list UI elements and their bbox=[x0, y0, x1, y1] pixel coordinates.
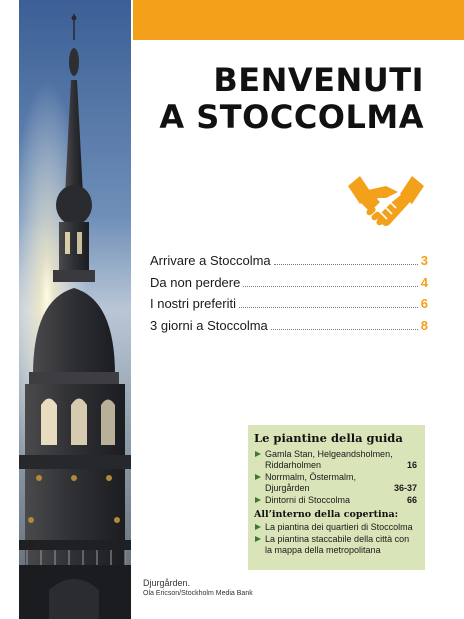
cover-map-item: La piantina staccabile della città con la mappa della metropolitana bbox=[254, 534, 417, 556]
map-item-line: Norrmalm, Östermalm, bbox=[265, 472, 357, 482]
cover-maps-title: All’interno della copertina: bbox=[254, 509, 399, 520]
toc-entry-label: I nostri preferiti bbox=[150, 296, 236, 311]
toc-entry-label: Arrivare a Stoccolma bbox=[150, 253, 271, 268]
toc-entry[interactable] bbox=[150, 275, 428, 297]
map-item-line: Dintorni di Stoccolma bbox=[265, 495, 351, 505]
title-line-1: BENVENUTI bbox=[213, 61, 424, 99]
title-line-2: A STOCCOLMA bbox=[159, 98, 424, 136]
toc-entry[interactable] bbox=[150, 318, 428, 340]
map-item-page: 16 bbox=[406, 460, 417, 470]
photo-caption bbox=[143, 578, 343, 599]
toc-entry-page: 4 bbox=[420, 274, 428, 290]
toc-entry-page: 8 bbox=[420, 317, 428, 333]
maps-title: Le piantine della guida bbox=[254, 431, 403, 445]
toc-entry[interactable] bbox=[150, 296, 428, 318]
top-accent-bar bbox=[133, 0, 464, 40]
map-item-line: Djurgården bbox=[265, 483, 310, 493]
toc-entry-label: Da non perdere bbox=[150, 274, 241, 290]
map-list-item[interactable] bbox=[254, 449, 417, 471]
map-item-page: 66 bbox=[406, 495, 417, 505]
caption-title: Djurgården. bbox=[143, 578, 191, 588]
toc-dot-leader bbox=[274, 256, 418, 265]
map-list-item[interactable] bbox=[254, 472, 417, 494]
toc-entry-page: 6 bbox=[420, 296, 428, 311]
toc-entry-page: 3 bbox=[420, 253, 428, 268]
handshake-icon bbox=[346, 172, 426, 236]
map-item-line: Riddarholmen bbox=[265, 460, 322, 470]
caption-credit: Ola Ericson/Stockholm Media Bank bbox=[143, 590, 253, 597]
page-title bbox=[159, 62, 424, 136]
church-tower-photo bbox=[19, 0, 131, 619]
toc-dot-leader bbox=[239, 299, 418, 308]
toc-entry[interactable] bbox=[150, 253, 428, 275]
map-list-item[interactable] bbox=[254, 495, 417, 506]
map-item-page: 36-37 bbox=[393, 483, 417, 493]
toc-dot-leader bbox=[243, 278, 417, 287]
toc-entry-label: 3 giorni a Stoccolma bbox=[150, 317, 268, 333]
table-of-contents bbox=[150, 253, 428, 339]
cover-map-item: La piantina dei quartieri di Stoccolma bbox=[254, 522, 417, 533]
map-item-line: Gamla Stan, Helgeandsholmen, bbox=[265, 449, 393, 459]
toc-dot-leader bbox=[271, 321, 418, 330]
maps-box bbox=[248, 425, 425, 570]
